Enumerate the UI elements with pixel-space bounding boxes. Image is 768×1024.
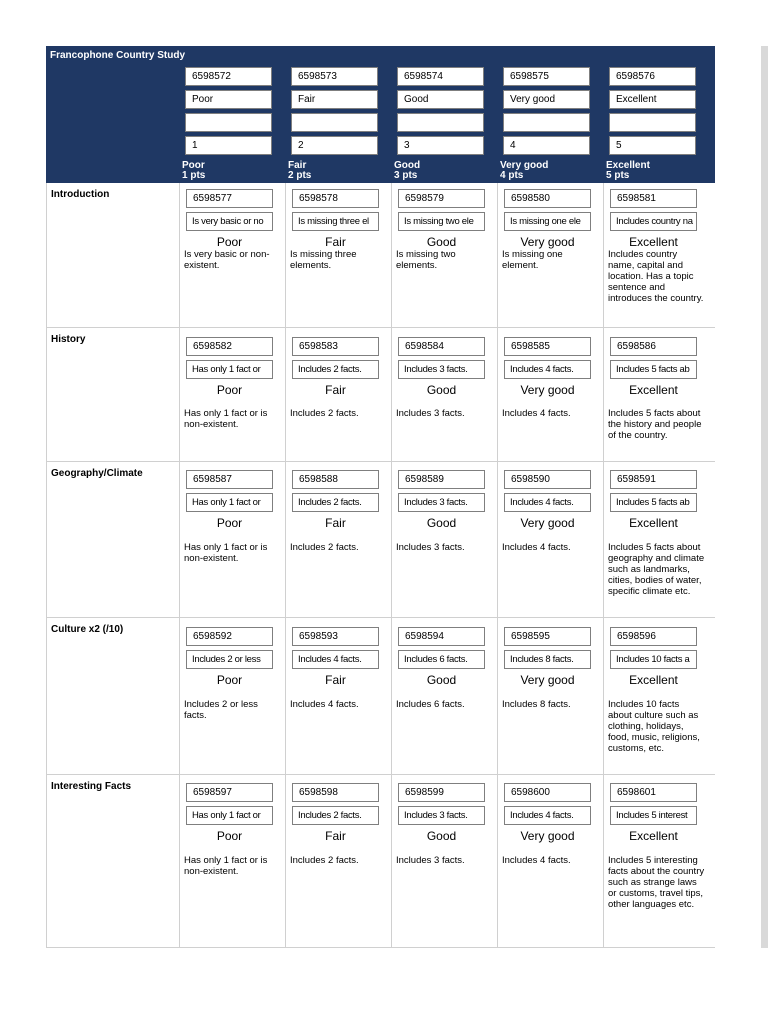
cell-text-field[interactable]: Includes 3 facts.: [398, 806, 485, 825]
cell-text-field[interactable]: Includes country na: [610, 212, 697, 231]
cell-level-name: Poor: [216, 516, 243, 530]
level-id-field[interactable]: 6598572: [185, 67, 272, 86]
cell-level-name: Good: [426, 673, 457, 687]
cell-id-field[interactable]: 6598595: [504, 627, 591, 646]
cell-text-field[interactable]: Includes 3 facts.: [398, 493, 485, 512]
cell-level-name: Very good: [520, 516, 575, 530]
criterion-cell: [179, 183, 285, 327]
cell-id-field[interactable]: 6598577: [186, 189, 273, 208]
cell-text-field[interactable]: Includes 3 facts.: [398, 360, 485, 379]
cell-text-field[interactable]: Is very basic or no: [186, 212, 273, 231]
criterion-name: Interesting Facts: [51, 781, 132, 792]
level-name-field[interactable]: Poor: [185, 90, 272, 109]
cell-text-field[interactable]: Is missing three el: [292, 212, 379, 231]
cell-description: Includes 4 facts.: [502, 408, 571, 419]
cell-level-name: Excellent: [629, 673, 678, 687]
level-header-excellent: [603, 66, 709, 183]
level-id-field[interactable]: 6598574: [397, 67, 484, 86]
level-name-field[interactable]: Fair: [291, 90, 378, 109]
level-header-fair: [285, 66, 391, 183]
level-label: Very good 4 pts: [500, 160, 549, 181]
cell-level-name: Excellent: [629, 235, 678, 249]
cell-level-name: Fair: [325, 673, 346, 687]
cell-text-field[interactable]: Is missing two ele: [398, 212, 485, 231]
cell-level-name: Very good: [520, 673, 575, 687]
cell-description: Is missing one element.: [502, 249, 563, 271]
criterion-cell: [179, 618, 285, 774]
criterion-cell: [179, 462, 285, 617]
criterion-cell: [179, 775, 285, 947]
level-label: Fair 2 pts: [288, 160, 312, 181]
cell-text-field[interactable]: Includes 5 facts ab: [610, 360, 697, 379]
criterion-name: Geography/Climate: [51, 468, 143, 479]
cell-id-field[interactable]: 6598586: [610, 337, 697, 356]
level-extra-field[interactable]: [185, 113, 272, 132]
cell-description: Includes 8 facts.: [502, 699, 571, 710]
cell-id-field[interactable]: 6598585: [504, 337, 591, 356]
level-id-field[interactable]: 6598573: [291, 67, 378, 86]
level-points-field[interactable]: 2: [291, 136, 378, 155]
cell-id-field[interactable]: 6598596: [610, 627, 697, 646]
level-label: Excellent 5 pts: [606, 160, 650, 181]
level-header-row: [46, 66, 715, 183]
cell-description: Is missing two elements.: [396, 249, 456, 271]
level-label: Poor 1 pts: [182, 160, 206, 181]
cell-text-field[interactable]: Includes 2 facts.: [292, 360, 379, 379]
cell-id-field[interactable]: 6598581: [610, 189, 697, 208]
scrollbar[interactable]: [761, 46, 768, 948]
criterion-cell: [285, 183, 391, 327]
level-points-field[interactable]: 3: [397, 136, 484, 155]
cell-text-field[interactable]: Includes 8 facts.: [504, 650, 591, 669]
cell-id-field[interactable]: 6598589: [398, 470, 485, 489]
level-id-field[interactable]: 6598575: [503, 67, 590, 86]
cell-id-field[interactable]: 6598592: [186, 627, 273, 646]
criterion-cell: [497, 462, 603, 617]
cell-level-name: Poor: [216, 383, 243, 397]
cell-level-name: Very good: [520, 383, 575, 397]
cell-text-field[interactable]: Includes 2 facts.: [292, 806, 379, 825]
level-extra-field[interactable]: [609, 113, 696, 132]
level-id-field[interactable]: 6598576: [609, 67, 696, 86]
cell-id-field[interactable]: 6598578: [292, 189, 379, 208]
cell-text-field[interactable]: Includes 5 interest: [610, 806, 697, 825]
criterion-cell: [603, 775, 709, 947]
level-points-field[interactable]: 1: [185, 136, 272, 155]
criterion-cell: [391, 183, 497, 327]
rubric-title: Francophone Country Study: [46, 46, 715, 66]
cell-id-field[interactable]: 6598591: [610, 470, 697, 489]
cell-level-name: Poor: [216, 829, 243, 843]
cell-id-field[interactable]: 6598590: [504, 470, 591, 489]
cell-id-field[interactable]: 6598594: [398, 627, 485, 646]
cell-text-field[interactable]: Has only 1 fact or: [186, 806, 273, 825]
criterion-cell: [391, 775, 497, 947]
cell-id-field[interactable]: 6598593: [292, 627, 379, 646]
level-name-field[interactable]: Very good: [503, 90, 590, 109]
criterion-cell: [179, 328, 285, 461]
level-extra-field[interactable]: [503, 113, 590, 132]
cell-text-field[interactable]: Includes 2 facts.: [292, 493, 379, 512]
cell-description: Includes 3 facts.: [396, 855, 465, 866]
criterion-cell: [497, 618, 603, 774]
cell-text-field[interactable]: Has only 1 fact or: [186, 360, 273, 379]
cell-level-name: Poor: [216, 235, 243, 249]
cell-description: Includes 2 facts.: [290, 542, 359, 553]
cell-level-name: Very good: [520, 235, 575, 249]
cell-level-name: Fair: [325, 383, 346, 397]
rubric-table: [46, 46, 715, 948]
cell-level-name: Fair: [325, 829, 346, 843]
criterion-row-interesting-facts: [46, 775, 715, 948]
criterion-cell: [603, 183, 709, 327]
cell-id-field[interactable]: 6598584: [398, 337, 485, 356]
cell-text-field[interactable]: Includes 4 facts.: [504, 806, 591, 825]
cell-text-field[interactable]: Has only 1 fact or: [186, 493, 273, 512]
level-label: Good 3 pts: [394, 160, 421, 181]
cell-description: Includes 6 facts.: [396, 699, 465, 710]
level-name-field[interactable]: Excellent: [609, 90, 696, 109]
criterion-cell: [497, 328, 603, 461]
criterion-row-culture: [46, 618, 715, 775]
cell-description: Includes 5 facts about geography and climate such as landmarks, cities, bodies of water, specific climate etc.: [608, 542, 705, 597]
cell-text-field[interactable]: Is missing one ele: [504, 212, 591, 231]
cell-description: Includes 5 facts about the history and people of the country.: [608, 408, 702, 441]
cell-description: Includes 5 interesting facts about the country such as strange laws or customs, travel tips, other languages etc.: [608, 855, 705, 910]
cell-text-field[interactable]: Includes 5 facts ab: [610, 493, 697, 512]
cell-text-field[interactable]: Includes 4 facts.: [504, 493, 591, 512]
cell-text-field[interactable]: Includes 4 facts.: [292, 650, 379, 669]
criterion-cell: [391, 462, 497, 617]
cell-description: Has only 1 fact or is non-existent.: [184, 855, 268, 877]
criterion-cell: [497, 183, 603, 327]
cell-id-field[interactable]: 6598583: [292, 337, 379, 356]
cell-text-field[interactable]: Includes 4 facts.: [504, 360, 591, 379]
criterion-row-history: [46, 328, 715, 462]
cell-description: Includes 2 or less facts.: [184, 699, 258, 721]
cell-description: Is missing three elements.: [290, 249, 357, 271]
cell-description: Includes 2 facts.: [290, 408, 359, 419]
cell-description: Has only 1 fact or is non-existent.: [184, 542, 268, 564]
criterion-name: History: [51, 334, 86, 345]
cell-text-field[interactable]: Includes 2 or less: [186, 650, 273, 669]
criterion-cell: [603, 328, 709, 461]
cell-level-name: Excellent: [629, 829, 678, 843]
criterion-row-introduction: [46, 183, 715, 328]
criterion-cell: [391, 618, 497, 774]
criterion-cell: [285, 775, 391, 947]
cell-description: Has only 1 fact or is non-existent.: [184, 408, 268, 430]
cell-id-field[interactable]: 6598588: [292, 470, 379, 489]
cell-description: Includes 3 facts.: [396, 542, 465, 553]
level-extra-field[interactable]: [291, 113, 378, 132]
cell-level-name: Excellent: [629, 383, 678, 397]
cell-id-field[interactable]: 6598587: [186, 470, 273, 489]
level-header-good: [391, 66, 497, 183]
cell-id-field[interactable]: 6598598: [292, 783, 379, 802]
cell-description: Includes 4 facts.: [502, 855, 571, 866]
cell-description: Includes 10 facts about culture such as clothing, holidays, food, music, religions, customs, etc.: [608, 699, 700, 754]
cell-id-field[interactable]: 6598600: [504, 783, 591, 802]
criterion-cell: [603, 462, 709, 617]
cell-id-field[interactable]: 6598597: [186, 783, 273, 802]
criterion-row-geography: [46, 462, 715, 618]
cell-level-name: Fair: [325, 516, 346, 530]
cell-description: Is very basic or non-existent.: [184, 249, 270, 271]
cell-id-field[interactable]: 6598601: [610, 783, 697, 802]
level-name-field[interactable]: Good: [397, 90, 484, 109]
cell-description: Includes 4 facts.: [290, 699, 359, 710]
cell-description: Includes 4 facts.: [502, 542, 571, 553]
criterion-name: Culture x2 (/10): [51, 624, 124, 635]
cell-level-name: Good: [426, 829, 457, 843]
cell-description: Includes country name, capital and location. Has a topic sentence and introduces the country.: [608, 249, 704, 304]
criterion-cell: [285, 328, 391, 461]
criterion-cell: [603, 618, 709, 774]
level-points-field[interactable]: 4: [503, 136, 590, 155]
cell-level-name: Excellent: [629, 516, 678, 530]
cell-level-name: Good: [426, 516, 457, 530]
cell-id-field[interactable]: 6598579: [398, 189, 485, 208]
level-header-poor: [179, 66, 285, 183]
cell-id-field[interactable]: 6598599: [398, 783, 485, 802]
cell-level-name: Good: [426, 235, 457, 249]
cell-text-field[interactable]: Includes 10 facts a: [610, 650, 697, 669]
cell-level-name: Very good: [520, 829, 575, 843]
cell-id-field[interactable]: 6598580: [504, 189, 591, 208]
criterion-cell: [391, 328, 497, 461]
level-header-very-good: [497, 66, 603, 183]
cell-level-name: Good: [426, 383, 457, 397]
level-points-field[interactable]: 5: [609, 136, 696, 155]
cell-text-field[interactable]: Includes 6 facts.: [398, 650, 485, 669]
criterion-name: Introduction: [51, 189, 110, 200]
cell-level-name: Poor: [216, 673, 243, 687]
cell-description: Includes 2 facts.: [290, 855, 359, 866]
criterion-cell: [285, 618, 391, 774]
cell-level-name: Fair: [325, 235, 346, 249]
criterion-cell: [497, 775, 603, 947]
criterion-cell: [285, 462, 391, 617]
level-extra-field[interactable]: [397, 113, 484, 132]
cell-description: Includes 3 facts.: [396, 408, 465, 419]
cell-id-field[interactable]: 6598582: [186, 337, 273, 356]
